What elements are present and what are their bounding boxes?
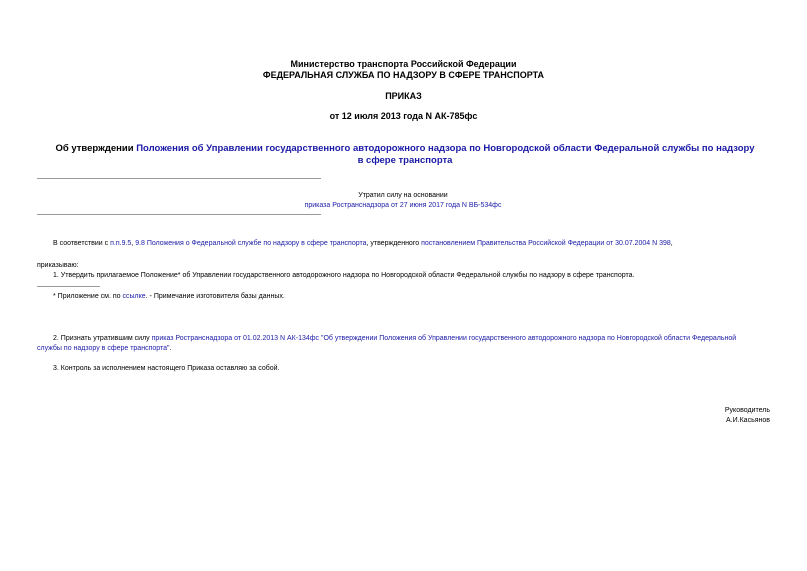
document-date-number: от 12 июля 2013 года N АК-785фс (329, 111, 478, 121)
order-item-3: 3. Контроль за исполнением настоящего Приказа оставляю за собой. (53, 365, 280, 372)
title-link[interactable]: Положения об Управлении государственного автодорожного надзора по Новгородской области Федеральной службы по надзору в сфере транспорта (136, 143, 755, 166)
status-line: Утратил силу на основании (358, 192, 448, 199)
footnote-divider (37, 286, 100, 287)
preamble-link-2[interactable]: 9.8 Положения о Федеральной службе по надзору в сфере транспорта (135, 240, 367, 247)
document-title (55, 143, 755, 167)
preamble-text-1: В соответствии с (53, 240, 111, 247)
signature-position: Руководитель (724, 407, 770, 414)
divider-top (37, 178, 321, 179)
status-link[interactable]: приказа Ространснадзора от 27 июня 2017 года N ВБ-534фс (304, 202, 502, 209)
item2-text: 2. Признать утратившим силу (53, 335, 152, 342)
item2-link-line2[interactable]: службы по надзору в сфере транспорта" (37, 345, 170, 352)
service-name: ФЕДЕРАЛЬНАЯ СЛУЖБА ПО НАДЗОРУ В СФЕРЕ ТРАНСПОРТА (262, 70, 545, 80)
item2-link-line1[interactable]: приказ Ространснадзора от 01.02.2013 N АК-134фс "Об утверждении Положения об Управлении государственного автодорожного надзора по Новгородской области Федеральной (151, 335, 737, 342)
order-item-1: 1. Утвердить прилагаемое Положение* об Управлении государственного автодорожного надзора по Новгородской области Федеральной службы по надзору в сфере транспорта. (53, 272, 635, 279)
item2-end: . (169, 345, 172, 352)
title-prefix: Об утверждении (55, 143, 137, 154)
footnote-text-2: . - Примечание изготовителя базы данных. (145, 293, 285, 300)
preamble-link-3[interactable]: постановлением Правительства Российской Федерации от 30.07.2004 N 398 (421, 240, 671, 247)
preamble-link-1[interactable]: п.п.9.5 (110, 240, 132, 247)
document-type: ПРИКАЗ (385, 91, 422, 101)
preamble (53, 239, 793, 249)
preamble-text-4: , (670, 240, 673, 247)
footnote-text-1: * Приложение см. по (53, 293, 123, 300)
signature-name: А.И.Касьянов (726, 417, 770, 424)
ministry-name: Министерство транспорта Российской Федерации (290, 59, 517, 69)
orders-word: приказываю: (37, 262, 79, 269)
order-item-2 (53, 334, 771, 344)
footnote (53, 292, 285, 302)
order-item-2-cont (37, 344, 171, 354)
preamble-text-3: , утвержденного (366, 240, 422, 247)
footnote-link[interactable]: ссылке (122, 293, 146, 300)
preamble-text-2: , (131, 240, 136, 247)
divider-bottom (37, 214, 321, 215)
